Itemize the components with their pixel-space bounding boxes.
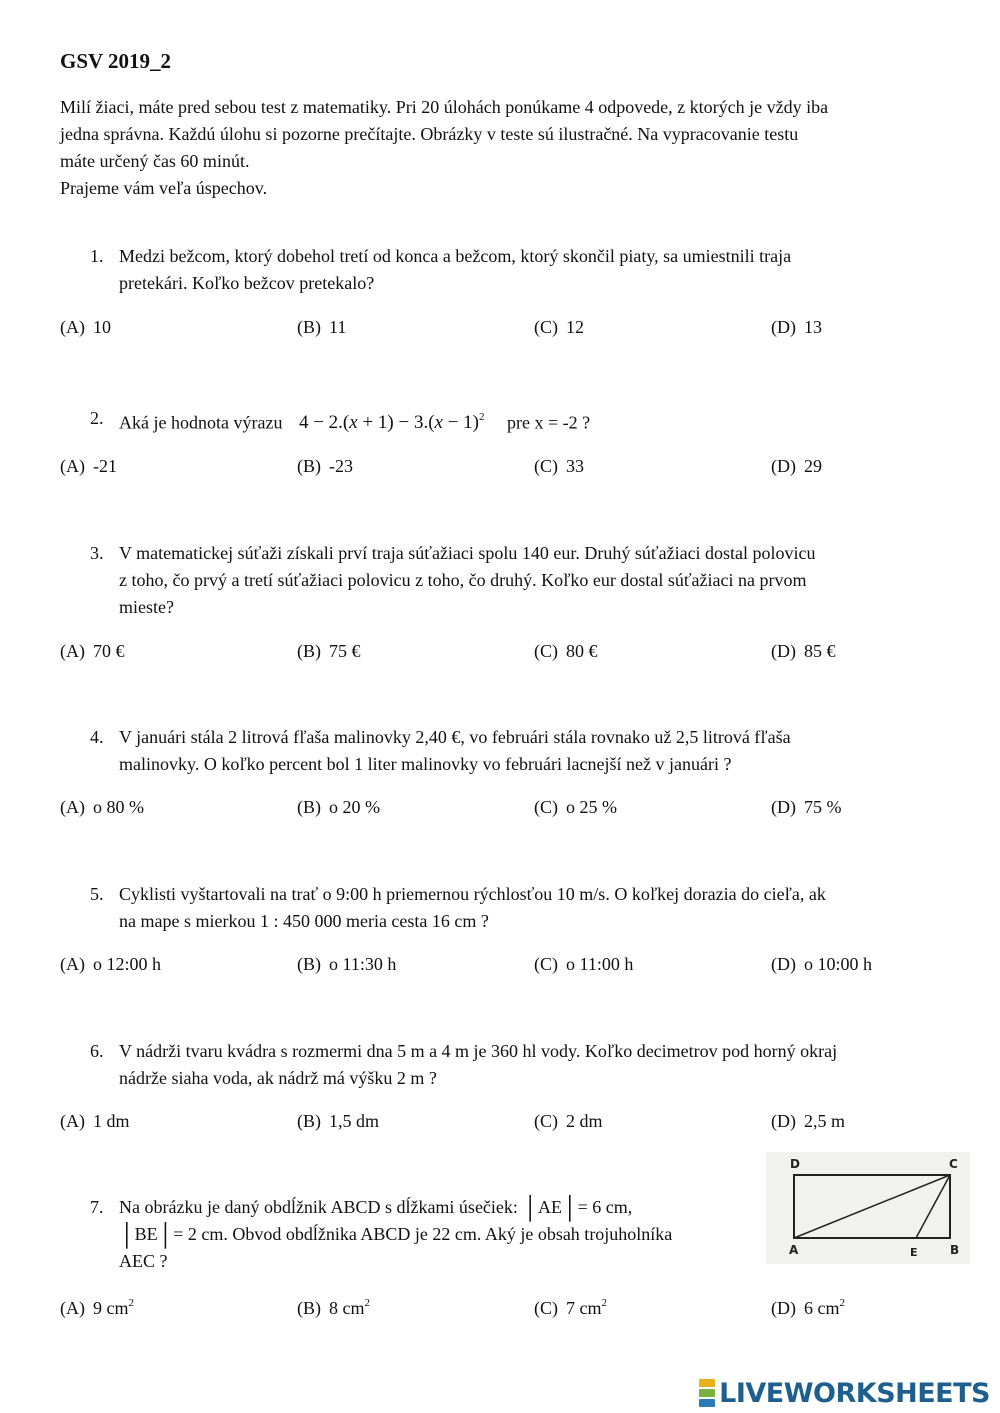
option-b[interactable] [297, 314, 346, 341]
option-letter: (C) [534, 954, 558, 974]
option-a[interactable] [60, 1108, 130, 1135]
question-text: V matematickej súťaži získali prví traja súťažiaci spolu 140 eur. Druhý súťažiaci dostal polovicu [119, 543, 816, 563]
option-d[interactable] [771, 314, 822, 341]
option-value: o 80 % [93, 797, 144, 817]
option-a[interactable] [60, 453, 117, 480]
intro-line: máte určený čas 60 minút. [60, 151, 250, 171]
answer-options-6 [60, 1108, 960, 1135]
expr-part: − 1) [442, 412, 480, 434]
option-a[interactable] [60, 1291, 134, 1322]
option-a[interactable] [60, 951, 161, 978]
option-letter: (A) [60, 317, 85, 337]
option-letter: (D) [771, 641, 796, 661]
option-c[interactable] [534, 794, 617, 821]
option-letter: (A) [60, 1298, 85, 1318]
option-letter: (D) [771, 954, 796, 974]
option-value: 6 [804, 1298, 813, 1318]
option-value: -21 [93, 456, 117, 476]
option-value: 11 [329, 317, 347, 337]
option-d[interactable] [771, 794, 842, 821]
option-unit: cm [106, 1298, 129, 1318]
expr-variable: x [349, 412, 358, 434]
option-c[interactable] [534, 453, 584, 480]
option-letter: (A) [60, 456, 85, 476]
question-text: Cyklisti vyštartovali na trať o 9:00 h priemernou rýchlosťou 10 m/s. O koľkej dorazia do cieľa, ak [119, 884, 826, 904]
logo-block [699, 1399, 715, 1407]
option-exponent: 2 [601, 1297, 607, 1309]
rectangle-figure [766, 1152, 970, 1264]
option-value: 33 [566, 456, 584, 476]
label-a: A [789, 1243, 799, 1257]
logo-block [699, 1389, 715, 1397]
intro-paragraph [60, 94, 960, 202]
question-number: 7. [90, 1197, 104, 1217]
option-exponent: 2 [839, 1297, 845, 1309]
option-value: 8 [329, 1298, 338, 1318]
option-letter: (B) [297, 797, 321, 817]
question-text: Aká je hodnota výrazu [119, 412, 283, 433]
option-value: 80 € [566, 641, 598, 661]
option-letter: (B) [297, 1298, 321, 1318]
option-letter: (D) [771, 456, 796, 476]
option-b[interactable] [297, 794, 380, 821]
question-text: Na obrázku je daný obdĺžnik ABCD s dĺžkami úsečiek: [119, 1197, 518, 1217]
math-expression [299, 412, 485, 433]
question-text: V nádrži tvaru kvádra s rozmermi dna 5 m a 4 m je 360 hl vody. Koľko decimetrov pod horný okraj [119, 1041, 838, 1061]
option-letter: (C) [534, 1111, 558, 1131]
liveworksheets-logo[interactable] [699, 1376, 990, 1410]
question-number: 6. [90, 1041, 104, 1061]
option-value: 29 [804, 456, 822, 476]
option-value: 70 € [93, 641, 125, 661]
option-value: 12 [566, 317, 584, 337]
question-number: 4. [90, 727, 104, 747]
option-value: 2 dm [566, 1111, 603, 1131]
option-b[interactable] [297, 453, 353, 480]
question-number: 5. [90, 884, 104, 904]
question-text: pre x = -2 ? [507, 412, 591, 433]
option-value: 75 % [804, 797, 842, 817]
question-number: 3. [90, 543, 104, 563]
question-text: z toho, čo prvý a tretí súťažiaci polovicu z toho, čo druhý. Koľko eur dostal súťažiaci na prvom [119, 570, 807, 590]
expr-part: 4 − 2.( [298, 412, 350, 434]
option-d[interactable] [771, 1108, 845, 1135]
label-d: D [790, 1157, 800, 1171]
page-title: GSV 2019_2 [60, 49, 172, 73]
question-text: nádrže siaha voda, ak nádrž má výšku 2 m ? [119, 1068, 437, 1088]
abs-bar: │ [562, 1195, 578, 1220]
expr-part: + 1) − 3.( [357, 412, 435, 434]
answer-options-2 [60, 453, 960, 480]
question-6 [90, 1038, 950, 1092]
option-b[interactable] [297, 1291, 370, 1322]
option-letter: (B) [297, 317, 321, 337]
option-value: 13 [804, 317, 822, 337]
option-d[interactable] [771, 638, 836, 665]
segment-label: BE [134, 1224, 158, 1244]
answer-options-5 [60, 951, 960, 978]
option-value: o 10:00 h [804, 954, 873, 974]
option-d[interactable] [771, 951, 872, 978]
answer-options-3 [60, 638, 960, 665]
expr-exponent: 2 [479, 411, 485, 423]
option-letter: (A) [60, 641, 85, 661]
option-letter: (C) [534, 456, 558, 476]
question-text: AEC ? [119, 1251, 168, 1271]
option-letter: (A) [60, 954, 85, 974]
expr-variable: x [434, 412, 443, 434]
abs-bar: │ [119, 1222, 135, 1247]
option-unit: cm [342, 1298, 365, 1318]
abs-bar: │ [157, 1222, 174, 1247]
option-value: o 20 % [329, 797, 380, 817]
option-c[interactable] [534, 314, 584, 341]
intro-line: Prajeme vám veľa úspechov. [60, 178, 268, 198]
intro-line: Milí žiaci, máte pred sebou test z matematiky. Pri 20 úlohách ponúkame 4 odpovede, z ktorých je vždy iba [60, 97, 829, 117]
option-letter: (D) [771, 1298, 796, 1318]
question-text: na mape s mierkou 1 : 450 000 meria cesta 16 cm ? [119, 911, 489, 931]
question-number: 1. [90, 246, 104, 266]
option-letter: (C) [534, 797, 558, 817]
option-letter: (B) [297, 641, 321, 661]
option-b[interactable] [297, 951, 396, 978]
option-value: 10 [93, 317, 111, 337]
answer-options-1 [60, 314, 960, 341]
option-exponent: 2 [364, 1297, 370, 1309]
option-b[interactable] [297, 638, 361, 665]
option-c[interactable] [534, 638, 598, 665]
option-value: 1 dm [93, 1111, 130, 1131]
question-text: malinovky. O koľko percent bol 1 liter malinovky vo februári lacnejší než v januári ? [119, 754, 732, 774]
option-value: -23 [329, 456, 353, 476]
logo-text: LIVEWORKSHEETS [719, 1377, 990, 1409]
label-e: E [910, 1246, 918, 1259]
question-text: = 6 cm, [577, 1197, 633, 1217]
option-value: o 12:00 h [93, 954, 162, 974]
liveworksheets-icon [699, 1379, 715, 1407]
question-text: V januári stála 2 litrová fľaša malinovky 2,40 €, vo februári stála rovnako už 2,5 litrová fľaša [119, 727, 791, 747]
option-value: 75 € [329, 641, 361, 661]
option-letter: (C) [534, 641, 558, 661]
option-letter: (D) [771, 797, 796, 817]
question-2 [90, 405, 950, 436]
option-a[interactable] [60, 794, 144, 821]
option-letter: (C) [534, 1298, 558, 1318]
label-b: B [950, 1243, 960, 1257]
question-text: = 2 cm. Obvod obdĺžnika ABCD je 22 cm. Aký je obsah trojuholníka [173, 1224, 673, 1244]
segment-label: AE [538, 1197, 563, 1217]
option-d[interactable] [771, 453, 822, 480]
question-5 [90, 881, 950, 935]
option-letter: (D) [771, 1111, 796, 1131]
option-d[interactable] [771, 1291, 845, 1322]
question-text: Medzi bežcom, ktorý dobehol tretí od konca a bežcom, ktorý skončil piaty, sa umiestnili traja [119, 246, 792, 266]
intro-line: jedna správna. Každú úlohu si pozorne prečítajte. Obrázky v teste sú ilustračné. Na vypracovanie testu [60, 124, 799, 144]
option-value: o 11:00 h [566, 954, 634, 974]
option-value: o 25 % [566, 797, 617, 817]
question-text: mieste? [119, 597, 174, 617]
option-b[interactable] [297, 1108, 379, 1135]
label-c: C [949, 1157, 958, 1171]
option-unit: cm [817, 1298, 840, 1318]
option-letter: (A) [60, 797, 85, 817]
option-a[interactable] [60, 638, 125, 665]
option-value: 7 [566, 1298, 575, 1318]
option-value: 2,5 m [804, 1111, 846, 1131]
answer-options-4 [60, 794, 960, 821]
option-letter: (B) [297, 954, 321, 974]
option-a[interactable] [60, 314, 111, 341]
option-letter: (A) [60, 1111, 85, 1131]
answer-options-7 [60, 1291, 960, 1318]
logo-block [699, 1379, 715, 1387]
option-letter: (B) [297, 456, 321, 476]
question-7 [90, 1194, 750, 1275]
question-4 [90, 724, 950, 778]
option-c[interactable] [534, 951, 633, 978]
abs-bar: │ [522, 1195, 539, 1220]
question-text: pretekári. Koľko bežcov pretekalo? [119, 273, 375, 293]
question-1 [90, 243, 950, 297]
option-value: o 11:30 h [329, 954, 397, 974]
option-c[interactable] [534, 1291, 607, 1322]
question-number: 2. [90, 408, 104, 428]
option-value: 9 [93, 1298, 102, 1318]
option-exponent: 2 [128, 1297, 134, 1309]
option-letter: (C) [534, 317, 558, 337]
option-c[interactable] [534, 1108, 603, 1135]
question-3 [90, 540, 950, 621]
option-value: 85 € [804, 641, 836, 661]
option-value: 1,5 dm [329, 1111, 380, 1131]
option-unit: cm [579, 1298, 602, 1318]
option-letter: (D) [771, 317, 796, 337]
option-letter: (B) [297, 1111, 321, 1131]
